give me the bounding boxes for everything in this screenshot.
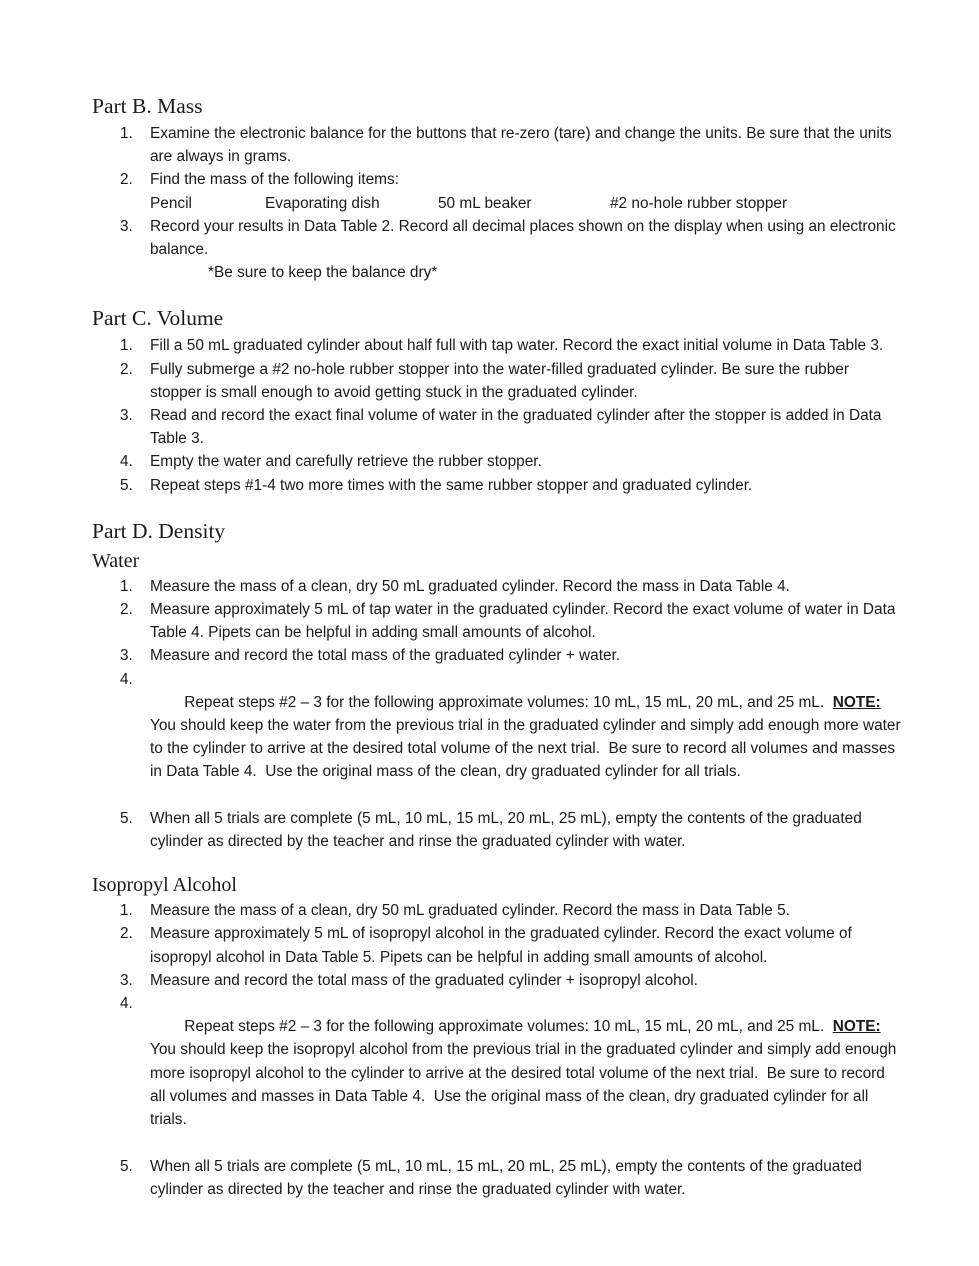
isopropyl-heading: Isopropyl Alcohol [92,874,237,897]
step-text: Record your results in Data Table 2. Record all decimal places shown on the display when using an electronic balance. [150,217,896,258]
step-number: 5. [120,476,133,494]
list-item [92,358,902,404]
list-item [92,644,902,667]
item-evaporating-dish: Evaporating dish [265,194,380,212]
step-number: 2. [120,925,133,943]
item-beaker: 50 mL beaker [438,194,532,212]
step-text: Measure the mass of a clean, dry 50 mL graduated cylinder. Record the mass in Data Table 4. [150,577,790,595]
step-text: Repeat steps #1-4 two more times with the same rubber stopper and graduated cylinder. [150,476,753,494]
step-number: 1. [120,902,133,920]
step-number: 5. [120,809,133,827]
step-text: Examine the electronic balance for the buttons that re-zero (tare) and change the units. Be sure that the units are always in grams. [150,125,892,166]
list-item [92,474,902,497]
water-steps [92,575,905,853]
step-number: 4. [120,670,133,688]
step-text: Measure the mass of a clean, dry 50 mL graduated cylinder. Record the mass in Data Table 5. [150,902,790,920]
note-label: NOTE: [832,693,881,711]
step-number: 3. [120,407,133,425]
step-text: When all 5 trials are complete (5 mL, 10 mL, 15 mL, 20 mL, 25 mL), empty the contents of the graduated cylinder as directed by the teacher and rinse the graduated cylinder with water. [150,1157,862,1198]
list-item [92,215,902,285]
balance-dry-note: *Be sure to keep the balance dry* [208,264,438,282]
step-number: 3. [120,971,133,989]
list-item [92,969,902,992]
step-text: Fill a 50 mL graduated cylinder about half full with tap water. Record the exact initial volume in Data Table 3. [150,337,884,355]
item-rubber-stopper: #2 no-hole rubber stopper [610,194,788,212]
step-text: Measure and record the total mass of the graduated cylinder + isopropyl alcohol. [150,971,698,989]
list-item [92,598,902,644]
part-c-steps [92,334,902,496]
step-number: 3. [120,647,133,665]
step-number: 2. [120,171,133,189]
list-item [92,668,905,807]
list-item [92,1155,902,1201]
list-item [92,922,902,968]
step-number: 2. [120,601,133,619]
step-text: Measure and record the total mass of the graduated cylinder + water. [150,647,621,665]
list-item [92,334,902,357]
list-item [92,992,902,1154]
step-number: 2. [120,360,133,378]
part-b-section [92,90,902,284]
list-item [92,404,902,450]
step-text: Empty the water and carefully retrieve the rubber stopper. [150,453,542,471]
list-item [92,168,902,214]
list-item [92,122,902,168]
list-item [92,807,902,853]
items-row [150,192,902,215]
part-b-heading: Part B. Mass [92,94,203,118]
part-b-steps [92,122,902,284]
document-page [92,90,905,1201]
water-heading: Water [92,549,140,572]
list-item [92,575,902,598]
list-item [92,899,902,922]
step-number: 4. [120,453,133,471]
list-item [92,450,902,473]
step-number: 5. [120,1157,133,1175]
step-text: Fully submerge a #2 no-hole rubber stopper into the water-filled graduated cylinder. Be sure the rubber stopper is small enough to avoid getting stuck in the graduated cylinder. [150,360,849,401]
note-label: NOTE: [832,1018,881,1036]
item-pencil: Pencil [150,194,192,212]
step-number: 1. [120,125,133,142]
step-text: When all 5 trials are complete (5 mL, 10 mL, 15 mL, 20 mL, 25 mL), empty the contents of the graduated cylinder as directed by the teacher and rinse the graduated cylinder with water. [150,809,862,851]
step-number: 1. [120,577,133,595]
step-text-continued: You should keep the isopropyl alcohol from the previous trial in the graduated cylinder and simply add enough more isopropyl alcohol to the cylinder to arrive at the desired total volume of the next trial. Be sure to record all volumes and masses in Data Table 4. Use the original mass of the clean, dry graduated cylinder for all trials. [150,1018,901,1129]
step-text: Find the mass of the following items: [150,171,399,189]
step-number: 1. [120,337,133,355]
step-number: 3. [120,217,133,235]
step-text: Read and record the exact final volume of water in the graduated cylinder after the stopper is added in Data Table 3. [150,407,882,448]
step-text: Repeat steps #2 – 3 for the following approximate volumes: 10 mL, 15 mL, 20 mL, and 25 mL. [184,693,833,711]
isopropyl-steps [92,899,902,1201]
part-d-section [92,515,905,853]
part-c-heading: Part C. Volume [92,306,224,331]
part-d-heading: Part D. Density [92,518,226,543]
step-text: Measure approximately 5 mL of isopropyl alcohol in the graduated cylinder. Record the exact volume of isopropyl alcohol in Data Table 5. Pipets can be helpful in adding small amounts of alcohol. [150,925,852,966]
step-text: Measure approximately 5 mL of tap water in the graduated cylinder. Record the exact volume of water in Data Table 4. Pipets can be helpful in adding small amounts of alcohol. [150,601,896,642]
step-number: 4. [120,995,133,1013]
step-text: Repeat steps #2 – 3 for the following approximate volumes: 10 mL, 15 mL, 20 mL, and 25 mL. [184,1018,833,1036]
step-text-continued: You should keep the water from the previous trial in the graduated cylinder and simply add enough more water to the cylinder to arrive at the desired total volume of the next trial. Be sure to record all volumes and masses in Data Table 4. Use the original mass of the clean, dry graduated cylinder for all trials. [150,693,905,781]
part-c-section [92,302,902,496]
isopropyl-section [92,871,902,1201]
